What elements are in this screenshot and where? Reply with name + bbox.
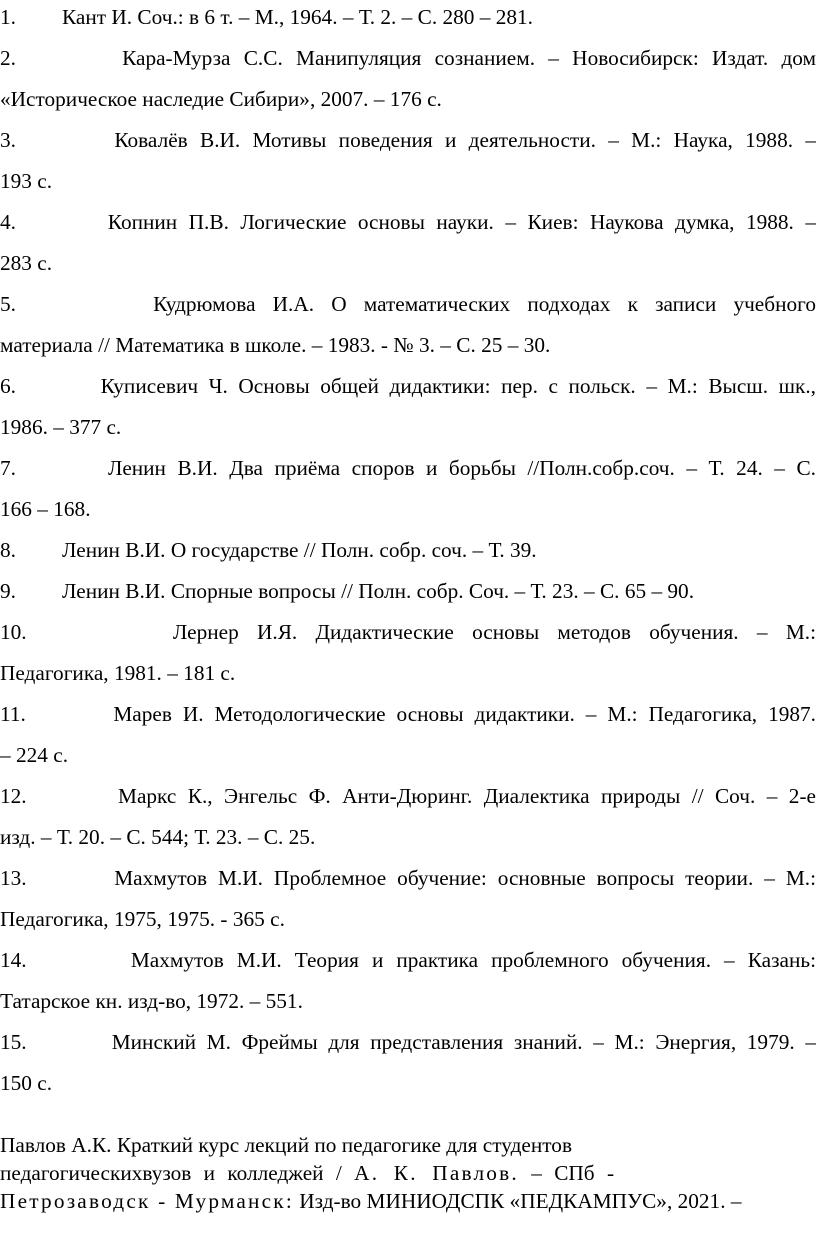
reference-text: Педагогика, 1975, 1975. - 365 с.: [0, 907, 285, 931]
reference-text: Татарское кн. изд-во, 1972. – 551.: [0, 989, 303, 1013]
reference-line: [0, 448, 816, 489]
reference-text: Минский М. Фреймы для представления знаний. – М.: Энергия, 1979. –: [111, 1030, 816, 1054]
reference-text: изд. – Т. 20. – С. 544; Т. 23. – С. 25.: [0, 825, 316, 849]
reference-text: 193 с.: [0, 169, 53, 193]
reference-text: материала // Математика в школе. – 1983. - № 3. – С. 25 – 30.: [0, 333, 551, 357]
reference-line: [0, 0, 816, 38]
reference-number: 12.: [0, 784, 119, 808]
reference-number: 9.: [0, 579, 16, 603]
reference-item: [0, 366, 816, 448]
reference-number: 13.: [0, 866, 115, 890]
reference-item: [0, 284, 816, 366]
reference-text: 1986. – 377 с.: [0, 415, 122, 439]
reference-line: [0, 79, 816, 120]
citation-line-3-part-2: Изд-во МИНИОДСПК «ПЕДКАМПУС», 2021. –: [299, 1189, 742, 1213]
reference-line: [0, 407, 816, 448]
reference-number: 11.: [0, 702, 114, 726]
reference-line: [0, 817, 816, 858]
reference-item: [0, 448, 816, 530]
reference-text: Махмутов М.И. Проблемное обучение: основные вопросы теории. – М.:: [114, 866, 816, 890]
reference-number: 15.: [0, 1030, 112, 1054]
reference-line: [0, 653, 816, 694]
reference-line: [0, 366, 816, 407]
reference-number: 6.: [0, 374, 101, 398]
reference-line: [0, 202, 816, 243]
reference-line: [0, 1063, 816, 1104]
reference-line: [0, 38, 816, 79]
reference-item: [0, 940, 816, 1022]
reference-text: Ленин В.И. Два приёма споров и борьбы //Полн.собр.соч. – Т. 24. – С.: [108, 456, 816, 480]
reference-text: – 224 с.: [0, 743, 69, 767]
reference-number: 2.: [0, 46, 123, 70]
reference-number: 10.: [0, 620, 173, 644]
reference-number: 4.: [0, 210, 108, 234]
citation-line-2-part-3: – СПб -: [531, 1161, 615, 1185]
citation-line-2-part-2: А. К. Павлов.: [354, 1161, 519, 1185]
reference-line: [0, 489, 816, 530]
reference-item: [0, 530, 816, 571]
reference-text: 283 с.: [0, 251, 53, 275]
reference-item: [0, 612, 816, 694]
reference-text: 166 – 168.: [0, 497, 91, 521]
reference-text: Лернер И.Я. Дидактические основы методов обучения. – М.:: [172, 620, 816, 644]
reference-text: Ковалёв В.И. Мотивы поведения и деятельности. – М.: Наука, 1988. –: [114, 128, 816, 152]
reference-item: [0, 858, 816, 940]
reference-text: Кант И. Соч.: в 6 т. – М., 1964. – Т. 2. – С. 280 – 281.: [62, 5, 533, 29]
reference-text: Марев И. Методологические основы дидактики. – М.: Педагогика, 1987.: [113, 702, 816, 726]
reference-line: [0, 284, 816, 325]
reference-number: 5.: [0, 292, 154, 316]
reference-text: Педагогика, 1981. – 181 с.: [0, 661, 236, 685]
reference-line: [0, 981, 816, 1022]
reference-text: Копнин П.В. Логические основы науки. – Киев: Наукова думка, 1988. –: [107, 210, 816, 234]
citation-line-1: Павлов А.К. Краткий курс лекций по педагогике для студентов: [0, 1133, 572, 1157]
reference-text: Маркс К., Энгельс Ф. Анти-Дюринг. Диалектика природы // Соч. – 2-е: [118, 784, 816, 808]
reference-line: [0, 940, 816, 981]
citation-line-3-part-1: Петрозаводск - Мурманск:: [0, 1189, 294, 1213]
reference-item: [0, 694, 816, 776]
citation-line-2: [0, 1159, 816, 1187]
reference-item: [0, 38, 816, 120]
reference-item: [0, 120, 816, 202]
reference-item: [0, 0, 816, 38]
reference-text: Кудрюмова И.А. О математических подходах к записи учебного: [153, 292, 816, 316]
source-citation: [0, 1125, 816, 1215]
reference-number: 7.: [0, 456, 109, 480]
reference-line: [0, 694, 816, 735]
reference-number: 14.: [0, 948, 131, 972]
citation-line-2-part-1: педагогическихвузов и колледжей /: [0, 1161, 342, 1185]
reference-line: [0, 1022, 816, 1063]
reference-text: Кара-Мурза С.С. Манипуляция сознанием. – Новосибирск: Издат. дом: [122, 46, 816, 70]
reference-line: [0, 858, 816, 899]
reference-number: 8.: [0, 538, 16, 562]
reference-line: [0, 571, 816, 612]
citation-line-3: [0, 1187, 816, 1215]
reference-text: «Историческое наследие Сибири», 2007. – 176 с.: [0, 87, 442, 111]
reference-line: [0, 120, 816, 161]
reference-line: [0, 325, 816, 366]
reference-text: Куписевич Ч. Основы общей дидактики: пер. с польск. – М.: Высш. шк.,: [100, 374, 816, 398]
reference-text: 150 с.: [0, 1071, 53, 1095]
reference-line: [0, 161, 816, 202]
reference-line: [0, 612, 816, 653]
reference-line: [0, 735, 816, 776]
reference-line: [0, 899, 816, 940]
reference-text: Ленин В.И. О государстве // Полн. собр. соч. – Т. 39.: [62, 538, 537, 562]
reference-line: [0, 776, 816, 817]
reference-item: [0, 776, 816, 858]
reference-line: [0, 243, 816, 284]
reference-text: Ленин В.И. Спорные вопросы // Полн. собр. Соч. – Т. 23. – С. 65 – 90.: [62, 579, 695, 603]
reference-text: Махмутов М.И. Теория и практика проблемного обучения. – Казань:: [130, 948, 816, 972]
reference-line: [0, 530, 816, 571]
reference-item: [0, 571, 816, 612]
reference-item: [0, 1022, 816, 1104]
reference-number: 1.: [0, 5, 16, 29]
reference-number: 3.: [0, 128, 115, 152]
reference-item: [0, 202, 816, 284]
